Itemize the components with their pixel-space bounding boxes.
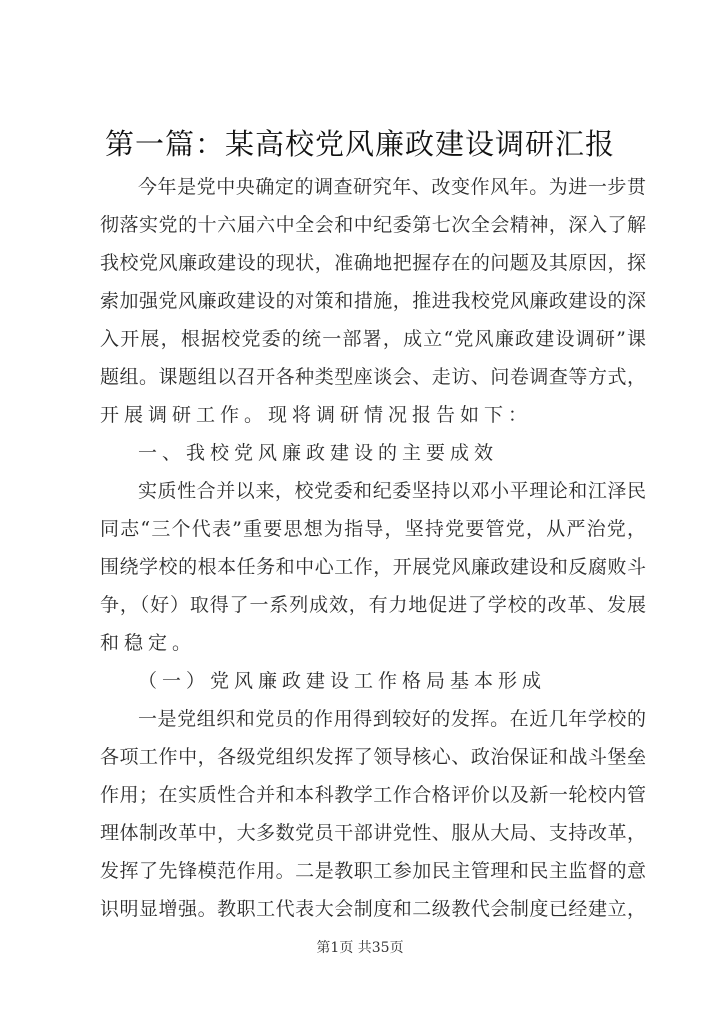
text-line: 题组。课题组以召开各种类型座谈会、走访、问卷调查等方式， — [100, 366, 646, 388]
text-line: 彻落实党的十六届六中全会和中纪委第七次全会精神，深入了解 — [100, 214, 646, 236]
text-line: 索加强党风廉政建设的对策和措施，推进我校党风廉政建设的深 — [100, 290, 646, 312]
text-line: 一是党组织和党员的作用得到较好的发挥。在近几年学校的 — [138, 708, 646, 730]
text-line: 实质性合并以来，校党委和纪委坚持以邓小平理论和江泽民 — [138, 480, 646, 502]
text-line: 作用；在实质性合并和本科教学工作合格评价以及新一轮校内管 — [100, 784, 646, 806]
text-line: 发挥了先锋模范作用。二是教职工参加民主管理和民主监督的意 — [100, 860, 646, 882]
text-line: 同志“三个代表”重要思想为指导，坚持党要管党，从严治党， — [100, 518, 646, 540]
text-line: 围绕学校的根本任务和中心工作，开展党风廉政建设和反腐败斗 — [100, 556, 646, 578]
text-line: 争，（好）取得了一系列成效，有力地促进了学校的改革、发展 — [100, 594, 646, 616]
text-line: （一）党风廉政建设工作格局基本形成 — [138, 670, 547, 692]
page-number: 第1页 共35页 — [316, 940, 404, 956]
text-line: 我校党风廉政建设的现状，准确地把握存在的问题及其原因，探 — [100, 252, 646, 274]
text-line: 和稳定。 — [100, 632, 197, 654]
text-line: 识明显增强。教职工代表大会制度和二级教代会制度已经建立， — [100, 898, 646, 920]
text-line: 今年是党中央确定的调查研究年、改变作风年。为进一步贯 — [138, 176, 646, 198]
text-line: 开展调研工作。现将调研情况报告如下： — [100, 404, 533, 426]
document-body — [100, 168, 646, 928]
text-line: 各项工作中，各级党组织发挥了领导核心、政治保证和战斗堡垒 — [100, 746, 646, 768]
document-title: 第一篇：某高校党风廉政建设调研汇报 — [104, 127, 615, 161]
text-line: 一、我校党风廉政建设的主要成效 — [138, 442, 499, 464]
text-line: 入开展，根据校党委的统一部署，成立“党风廉政建设调研”课 — [100, 328, 646, 350]
text-line: 理体制改革中，大多数党员干部讲党性、服从大局、支持改革， — [100, 822, 646, 844]
